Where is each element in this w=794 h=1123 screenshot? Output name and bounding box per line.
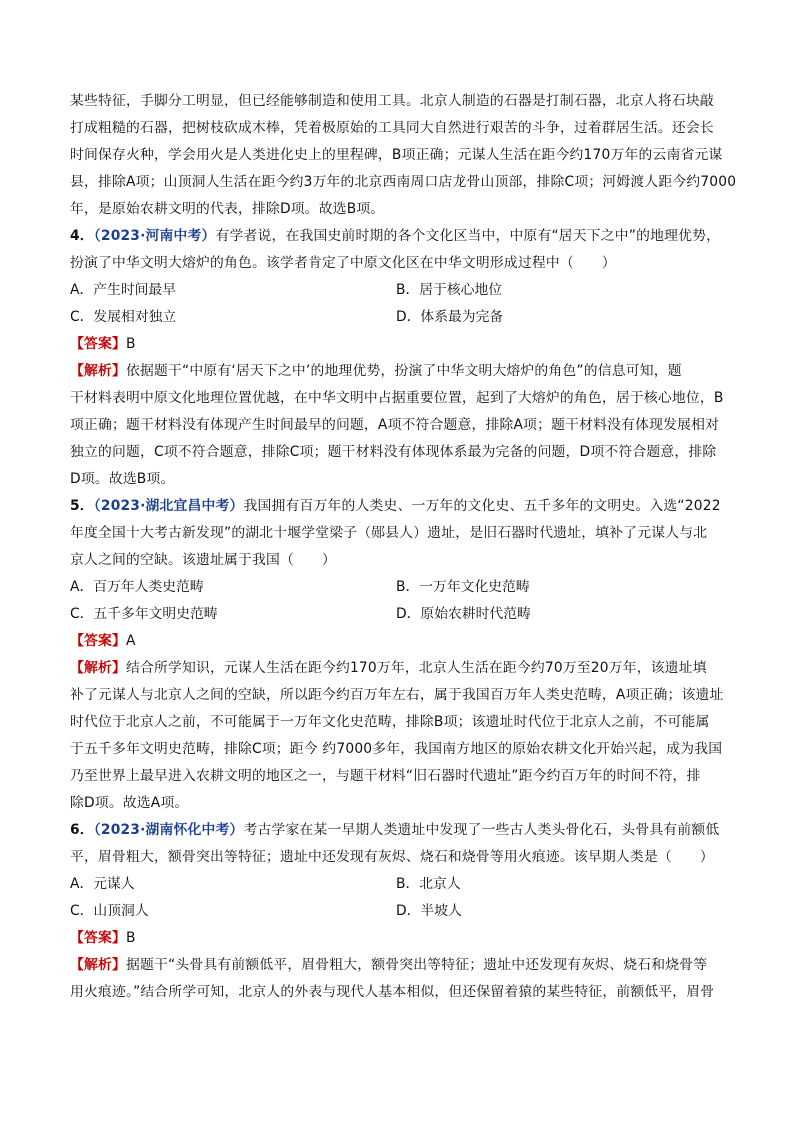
option-c: C．山顶洞人 xyxy=(70,903,149,919)
option-b: B．居于核心地位 xyxy=(396,282,503,298)
question-4 xyxy=(70,223,724,493)
question-source: （2023·河南中考） xyxy=(93,228,216,244)
answer-value: B xyxy=(126,336,136,352)
answer-line xyxy=(70,628,724,655)
question-stem-line xyxy=(70,493,724,520)
analysis-line: 项正确；题干材料没有体现产生时间最早的问题，A项不符合题意，排除A项；题干材料没有体现发展相对 xyxy=(70,417,720,433)
options-row xyxy=(70,601,724,628)
option-a: A．元谋人 xyxy=(70,876,135,892)
analysis-line: 干材料表明中原文化地理位置优越，在中华文明中占据重要位置，起到了大熔炉的角色，居于核心地位，B xyxy=(70,390,724,406)
option-d: D．半坡人 xyxy=(396,903,462,919)
answer-tag: 【答案】 xyxy=(70,930,126,946)
question-stem-text: 有学者说，在我国史前时期的各个文化区当中，中原有“居天下之中”的地理优势， xyxy=(215,228,721,244)
question-stem-line: 年度全国十大考古新发现”的湖北十堰学堂梁子（郧县人）遗址，是旧石器时代遗址，填补了元谋人与北 xyxy=(70,525,708,541)
text-line: 县，排除A项；山顶洞人生活在距今约3万年的北京西南周口店龙骨山顶部，排除C项；河姆渡人距今约7000 xyxy=(70,174,737,190)
option-c: C．五千多年文明史范畴 xyxy=(70,606,218,622)
text-line: 年，是原始农耕文明的代表，排除D项。故选B项。 xyxy=(70,201,385,217)
options-row xyxy=(70,277,724,304)
question-number: 4． xyxy=(70,228,94,244)
analysis-line xyxy=(70,358,724,385)
option-b: B．北京人 xyxy=(396,876,461,892)
analysis-tag: 【解析】 xyxy=(70,957,126,973)
question-stem-text: 我国拥有百万年的人类史、一万年的文化史、五千多年的文明史。入选“2022 xyxy=(243,498,721,514)
analysis-text: 结合所学知识，元谋人生活在距今约170万年，北京人生活在距今约70万至20万年，该遗址填 xyxy=(126,660,707,676)
question-number: 5． xyxy=(70,498,94,514)
analysis-line: 用火痕迹。”结合所学可知，北京人的外表与现代人基本相似，但还保留着猿的某些特征，前额低平，眉骨 xyxy=(70,984,715,1000)
question-5 xyxy=(70,493,724,817)
analysis-line: 于五千多年文明史范畴，排除C项；距今 约7000多年，我国南方地区的原始农耕文化开始兴起，成为我国 xyxy=(70,741,723,757)
text-line: 某些特征，手脚分工明显，但已经能够制造和使用工具。北京人制造的石器是打制石器，北京人将石块敲 xyxy=(70,93,714,109)
analysis-line xyxy=(70,952,724,979)
question-stem-line xyxy=(70,223,724,250)
analysis-line: D项。故选B项。 xyxy=(70,471,175,487)
question-stem-line xyxy=(70,817,724,844)
options-row xyxy=(70,898,724,925)
answer-line xyxy=(70,331,724,358)
option-d: D．原始农耕时代范畴 xyxy=(396,606,531,622)
analysis-line: 补了元谋人与北京人之间的空缺，所以距今约百万年左右，属于我国百万年人类史范畴，A项正确；该遗址 xyxy=(70,687,724,703)
option-d: D．体系最为完备 xyxy=(396,309,504,325)
option-a: A．百万年人类史范畴 xyxy=(70,579,204,595)
options-row xyxy=(70,871,724,898)
option-c: C．发展相对独立 xyxy=(70,309,177,325)
analysis-text: 据题干“头骨具有前额低平，眉骨粗大，额骨突出等特征；遗址中还发现有灰烬、烧石和烧骨等 xyxy=(126,957,708,973)
question-stem-text: 考古学家在某一早期人类遗址中发现了一些古人类头骨化石，头骨具有前额低 xyxy=(243,822,720,838)
question-6 xyxy=(70,817,724,1006)
answer-tag: 【答案】 xyxy=(70,336,126,352)
document-page xyxy=(70,88,737,1006)
text-line: 打成粗糙的石器，把树枝砍成木棒，凭着极原始的工具同大自然进行艰苦的斗争，过着群居生活。还会长 xyxy=(70,120,714,136)
analysis-line xyxy=(70,655,724,682)
question-stem-line: 京人之间的空缺。该遗址属于我国（ ） xyxy=(70,552,336,568)
analysis-line: 除D项。故选A项。 xyxy=(70,795,189,811)
analysis-tag: 【解析】 xyxy=(70,660,126,676)
question-stem-line: 扮演了中华文明大熔炉的角色。该学者肯定了中原文化区在中华文明形成过程中（ ） xyxy=(70,255,616,271)
question-source: （2023·湖北宜昌中考） xyxy=(93,498,244,514)
options-row xyxy=(70,574,724,601)
question-source: （2023·湖南怀化中考） xyxy=(93,822,244,838)
question-stem-line: 平，眉骨粗大，额骨突出等特征；遗址中还发现有灰烬、烧石和烧骨等用火痕迹。该早期人类是（ ） xyxy=(70,849,714,865)
answer-line xyxy=(70,925,724,952)
option-b: B．一万年文化史范畴 xyxy=(396,579,530,595)
answer-value: A xyxy=(126,633,136,649)
analysis-text: 依据题干“中原有‘居天下之中’的地理优势，扮演了中华文明大熔炉的角色”的信息可知，题 xyxy=(126,363,682,379)
option-a: A．产生时间最早 xyxy=(70,282,177,298)
analysis-line: 独立的问题，C项不符合题意，排除C项；题干材料没有体现体系最为完备的问题，D项不符合题意，排除 xyxy=(70,444,717,460)
options-row xyxy=(70,304,724,331)
previous-analysis-continuation xyxy=(70,88,737,223)
answer-tag: 【答案】 xyxy=(70,633,126,649)
question-number: 6． xyxy=(70,822,94,838)
analysis-line: 时代位于北京人之前，不可能属于一万年文化史范畴，排除B项；该遗址时代位于北京人之前，不可能属 xyxy=(70,714,710,730)
analysis-line: 乃至世界上最早进入农耕文明的地区之一，与题干材料“旧石器时代遗址”距今约百万年的时间不符，排 xyxy=(70,768,701,784)
analysis-tag: 【解析】 xyxy=(70,363,126,379)
answer-value: B xyxy=(126,930,136,946)
text-line: 时间保存火种，学会用火是人类进化史上的里程碑，B项正确；元谋人生活在距今约170万年的云南省元谋 xyxy=(70,147,723,163)
